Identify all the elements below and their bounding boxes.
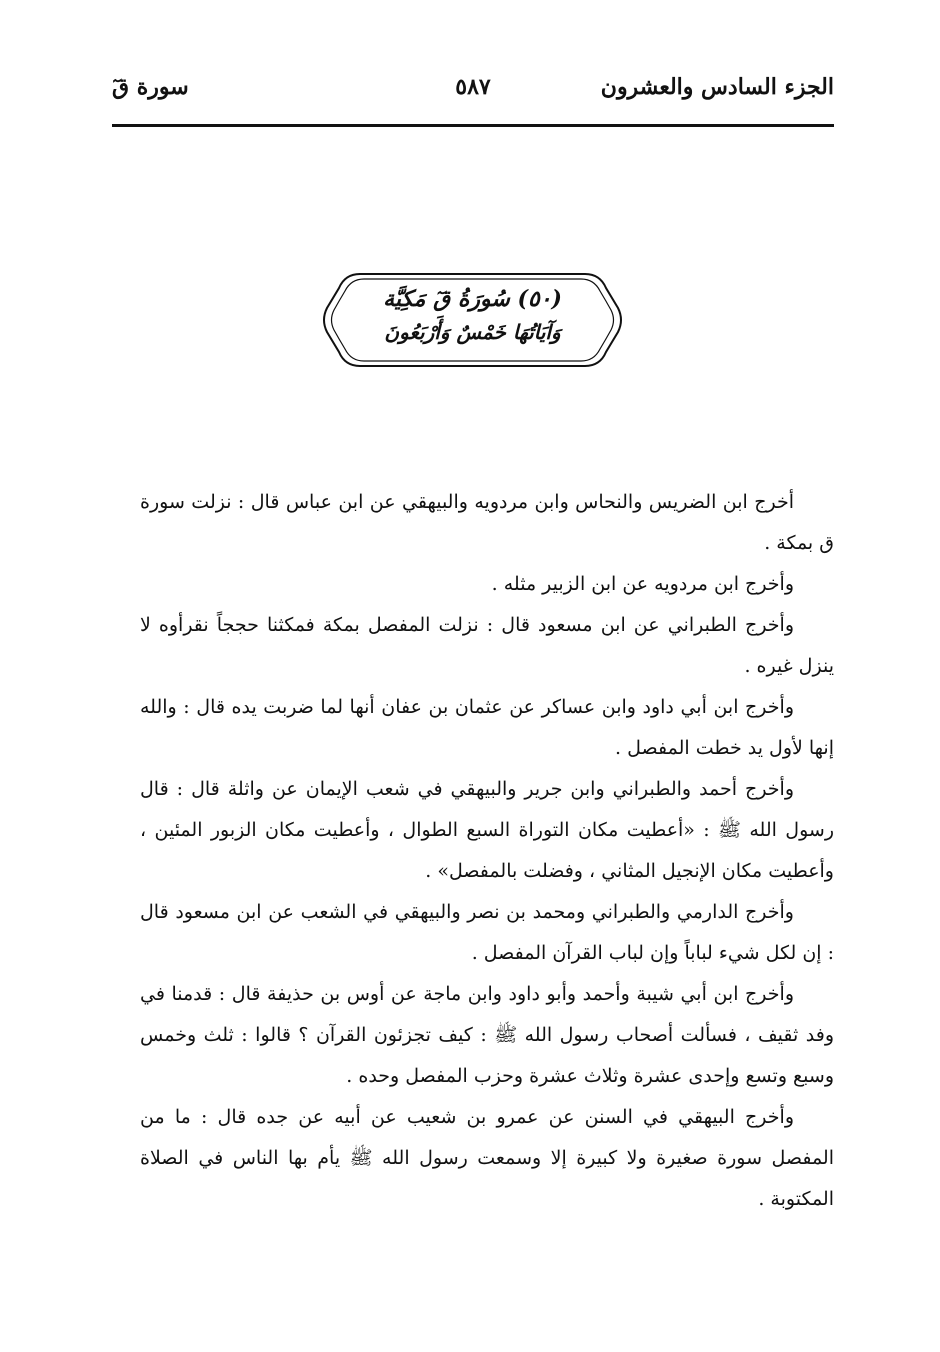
page-header — [112, 68, 834, 108]
paragraph: وأخرج الطبراني عن ابن مسعود قال : نزلت المفصل بمكة فمكثنا حججاً نقرأوه لا ينزل غيره . — [140, 614, 834, 677]
paragraph: وأخرج ابن أبي شيبة وأحمد وأبو داود وابن ماجة عن أوس بن حذيفة قال : قدمنا في وفد ثقيف ، فسألت أصحاب رسول الله ﷺ : كيف تجزئون القرآن ؟ قالوا : ثلث وخمس وسبع وتسع وإحدى عشرة وثلاث عشرة وحزب المفصل وحده . — [140, 983, 834, 1087]
verse-count: وَآيَاتُهَا خَمْسٌ وَأَرْبَعُونَ — [384, 320, 561, 344]
paragraph: وأخرج ابن مردويه عن ابن الزبير مثله . — [491, 573, 794, 595]
paragraph: وأخرج أحمد والطبراني وابن جرير والبيهقي في شعب الإيمان عن واثلة قال : قال رسول الله ﷺ : «أعطيت مكان التوراة السبع الطوال ، وأعطيت مكان الزبور المئين ، وأعطيت مكان الإنجيل المثاني ، وفضلت بالمفصل» . — [140, 778, 834, 882]
page-number: ٥٨٧ — [455, 74, 491, 100]
paragraph: وأخرج الدارمي والطبراني ومحمد بن نصر والبيهقي في الشعب عن ابن مسعود قال : إن لكل شيء لباباً وإن لباب القرآن المفصل . — [140, 901, 834, 964]
surah-banner — [320, 268, 625, 372]
surah-running-title: سورة قٓ — [112, 74, 189, 100]
paragraph: وأخرج ابن أبي داود وابن عساكر عن عثمان بن عفان أنها لما ضربت يده قال : والله إنها لأول يد خطت المفصل . — [140, 696, 834, 759]
part-title: الجزء السادس والعشرون — [600, 74, 834, 100]
paragraph: وأخرج البيهقي في السنن عن عمرو بن شعيب عن أبيه عن جده قال : ما من المفصل سورة صغيرة ولا كبيرة إلا وسمعت رسول الله ﷺ يأم بها الناس في الصلاة المكتوبة . — [140, 1106, 834, 1210]
paragraph: أخرج ابن الضريس والنحاس وابن مردويه والبيهقي عن ابن عباس قال : نزلت سورة ق بمكة . — [140, 491, 834, 554]
narrations — [140, 482, 834, 1220]
surah-title: (٥٠) سُورَةُ قٓ مَكِيَّة — [383, 286, 562, 312]
header-rule — [112, 124, 834, 127]
